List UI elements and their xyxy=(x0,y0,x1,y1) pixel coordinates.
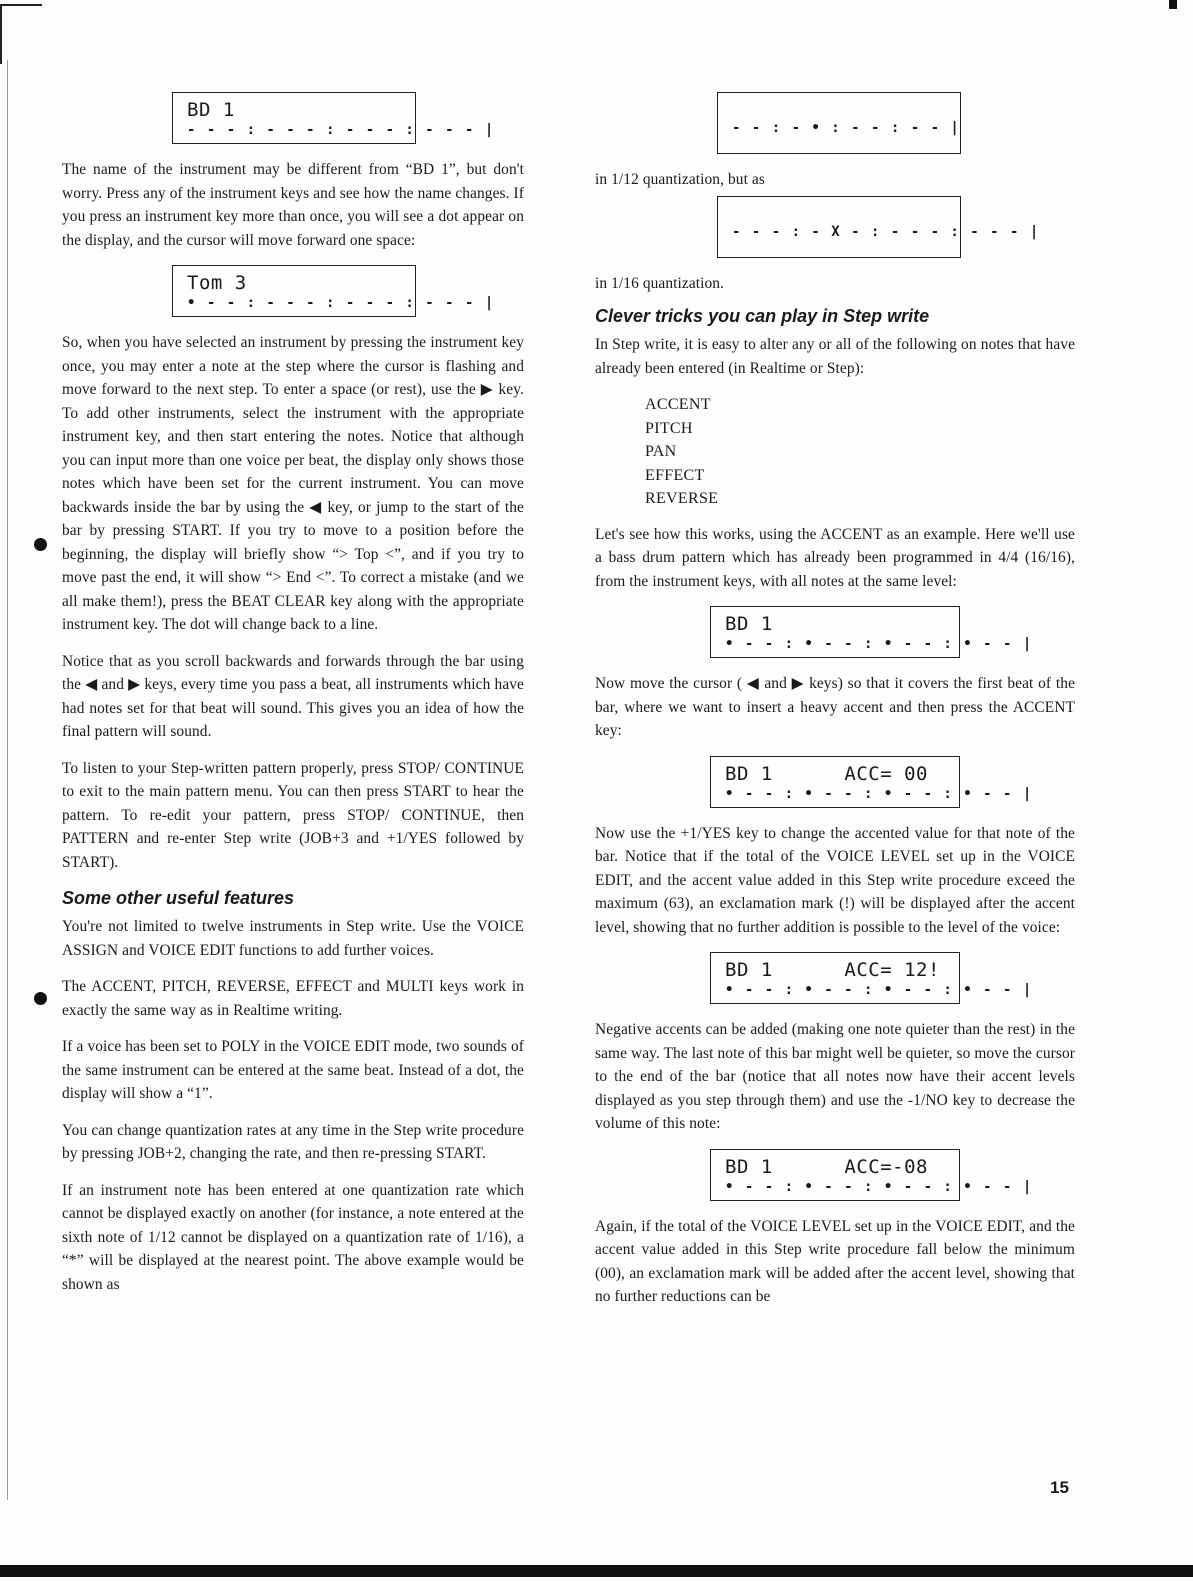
margin-bullet-icon xyxy=(34,992,47,1005)
crop-mark-top-left xyxy=(0,4,42,6)
lcd-display-quantization-12 xyxy=(717,92,961,154)
lcd-bottom-line: - - - : - - - : - - - : - - - | xyxy=(187,122,495,138)
paragraph: In Step write, it is easy to alter any or all of the following on notes that have already been entered (in Realtime or Step): xyxy=(595,336,1075,377)
lcd-bottom-line: • - - : • - - : • - - : • - - | xyxy=(725,785,1033,802)
paragraph: in 1/16 quantization. xyxy=(595,274,725,292)
lcd-bottom-line: • - - : - - - : - - - : - - - | xyxy=(187,295,495,311)
paragraph: If a voice has been set to POLY in the VOICE EDIT mode, two sounds of the same instrument can be entered at the same beat. Instead of a dot, the display will show a “1”. xyxy=(62,1038,524,1102)
paragraph: Let's see how this works, using the ACCENT as an example. Here we'll use a bass drum pattern which has already been programmed in 4/4 (16/16), from the instrument keys, with all notes at the same level: xyxy=(595,525,1075,590)
page-edge-line xyxy=(7,60,8,1500)
lcd-top-line: Tom 3 xyxy=(187,272,247,294)
lcd-display-tom3 xyxy=(172,265,495,317)
parameter-list xyxy=(645,393,1075,511)
paragraph: To listen to your Step-written pattern properly, press STOP/ CONTINUE to exit to the main pattern menu. You can then press START to hear the pattern. To re-edit your pattern, press STOP/ CONTINUE, then PATTERN and re-enter Step write (JOB+3 and +1/YES followed by START). xyxy=(62,759,524,871)
crop-mark-top-left-vertical xyxy=(0,4,2,64)
lcd-display-accent-minus-08 xyxy=(710,1149,1033,1201)
paragraph: Now use the +1/YES key to change the accented value for that note of the bar. Notice that if the total of the VOICE LEVEL set up in the VOICE EDIT, and the accent value added in this Step write procedure exceed the maximum (63), an exclamation mark (!) will be displayed after the accent level, showing that no further addition is possible to the level of the voice: xyxy=(595,824,1075,936)
list-item: PITCH xyxy=(645,419,693,437)
paragraph: Again, if the total of the VOICE LEVEL set up in the VOICE EDIT, and the accent value added in this Step write procedure fall below the minimum (00), an exclamation mark will be added after the accent level, showing that no further reductions can be xyxy=(595,1217,1075,1305)
lcd-bottom-line: • - - : • - - : • - - : • - - | xyxy=(725,1178,1033,1195)
lcd-top-line: BD 1 xyxy=(187,99,235,121)
paragraph: Now move the cursor ( ◀ and ▶ keys) so that it covers the first beat of the bar, where we want to insert a heavy accent and then press the ACCENT key: xyxy=(595,675,1075,739)
lcd-display-bd1-pattern xyxy=(710,606,1033,658)
lcd-top-line: BD 1 xyxy=(725,613,773,635)
lcd-display-accent-12 xyxy=(710,952,1033,1004)
page-number: 15 xyxy=(1050,1478,1069,1497)
bottom-rule xyxy=(0,1565,1193,1577)
lcd-display-bd1 xyxy=(172,92,495,144)
list-item: EFFECT xyxy=(645,466,705,484)
lcd-bottom-line: - - : - • : - - : - - | xyxy=(732,120,961,136)
paragraph: You can change quantization rates at any time in the Step write procedure by pressing JOB+2, changing the rate, and then re-pressing START. xyxy=(62,1121,524,1162)
lcd-display-quantization-16 xyxy=(717,196,1040,258)
paragraph: The ACCENT, PITCH, REVERSE, EFFECT and MULTI keys work in exactly the same way as in Realtime writing. xyxy=(62,978,524,1019)
lcd-top-line: BD 1 ACC= 12! xyxy=(725,959,940,981)
list-item: PAN xyxy=(645,443,677,460)
paragraph: So, when you have selected an instrument by pressing the instrument key once, you may enter a note at the step where the cursor is flashing and move forward to the next step. To enter a space (or rest), use the ▶ key. To add other instruments, select the instrument with the appropriate instrument key, and then start entering the notes. Notice that although you can input more than one voice per beat, the display only shows those notes which have been set for the current instrument. You can move backwards inside the bar by using the ◀ key, or jump to the start of the bar by pressing START. If you try to move to a position before the beginning, the display will briefly show “> Top <”, and if you try to move past the end, it will show “> End <”. To correct a mistake (and we all make them!), press the BEAT CLEAR key along with the appropriate instrument key. The dot will change back to a line. xyxy=(62,334,524,633)
right-column xyxy=(595,92,1075,1322)
lcd-bottom-line: • - - : • - - : • - - : • - - | xyxy=(725,982,1033,998)
lcd-bottom-line: • - - : • - - : • - - : • - - | xyxy=(725,636,1033,652)
paragraph: You're not limited to twelve instruments in Step write. Use the VOICE ASSIGN and VOICE EDIT functions to add further voices. xyxy=(62,918,524,959)
paragraph: If an instrument note has been entered at one quantization rate which cannot be displayed exactly on another (for instance, a note entered at the sixth note of 1/12 cannot be displayed on a quantization rate of 1/16), a “*” will be displayed at the nearest point. The above example would be shown as xyxy=(62,1181,524,1293)
margin-bullet-icon xyxy=(34,538,47,551)
paragraph: The name of the instrument may be different from “BD 1”, but don't worry. Press any of the instrument keys and see how the name changes. If you press an instrument key more than once, you will see a dot appear on the display, and the cursor will move forward one space: xyxy=(62,161,524,249)
crop-mark-top-right xyxy=(1169,0,1177,9)
list-item: ACCENT xyxy=(645,396,711,413)
section-heading: Clever tricks you can play in Step write xyxy=(595,306,930,326)
list-item: REVERSE xyxy=(645,490,719,507)
paragraph: Negative accents can be added (making one note quieter than the rest) in the same way. The last note of this bar might well be quieter, so move the cursor to the end of the bar (notice that all notes now have their accent levels displayed as you step through them) and use the -1/NO key to decrease the volume of this note: xyxy=(595,1021,1075,1132)
section-heading: Some other useful features xyxy=(62,888,295,908)
lcd-bottom-line: - - - : - X - : - - - : - - - | xyxy=(732,223,1040,240)
paragraph: Notice that as you scroll backwards and forwards through the bar using the ◀ and ▶ keys, every time you pass a beat, all instruments which have had notes set for that beat will sound. This gives you an idea of how the final pattern will sound. xyxy=(62,652,524,740)
lcd-top-line: BD 1 ACC= 00 xyxy=(725,762,928,785)
left-column xyxy=(62,92,524,1309)
lcd-display-accent-00 xyxy=(710,756,1033,808)
paragraph: in 1/12 quantization, but as xyxy=(595,171,765,188)
lcd-top-line: BD 1 ACC=-08 xyxy=(725,1155,928,1178)
